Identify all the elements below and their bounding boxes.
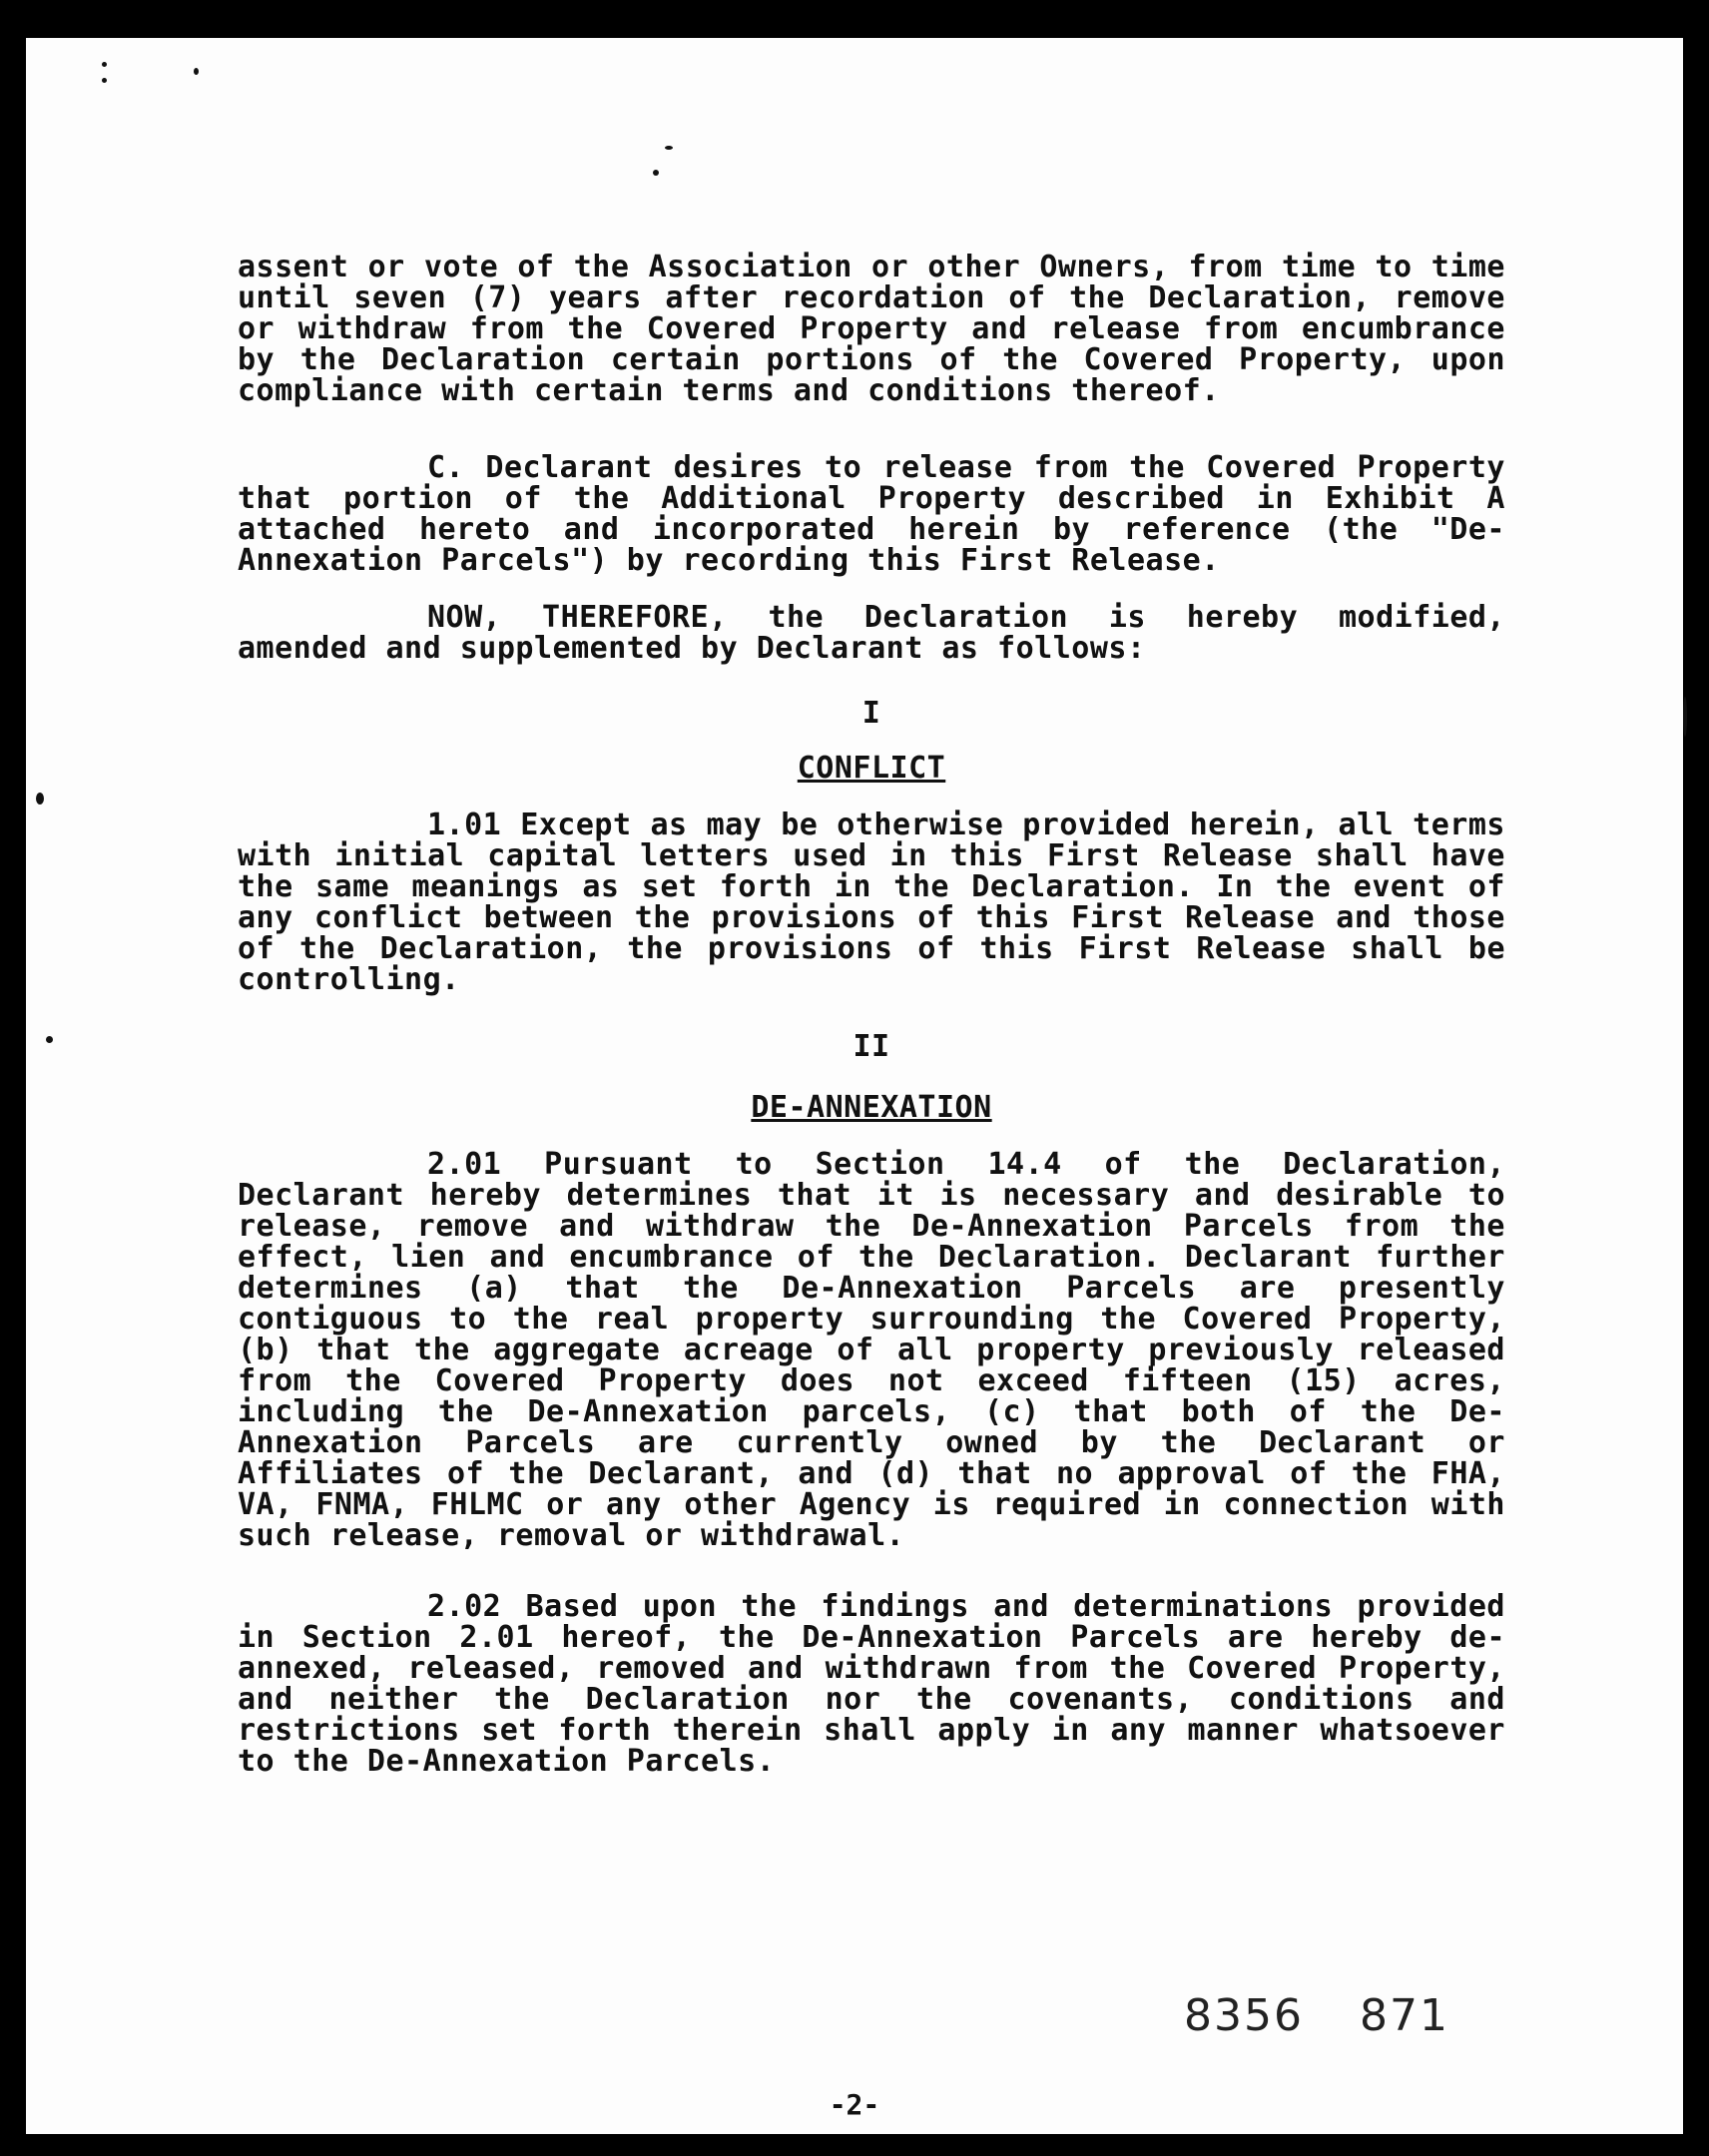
scan-speck xyxy=(1683,697,1687,737)
intro-paragraph: assent or vote of the Association or other Owners, from time to time until seven (7) years after recordation of the Declaration, remove or withdraw from the Covered Property and release from encumbrance by the Declaration certain portions of the Covered Property, upon compliance with certain terms and conditions thereof. xyxy=(238,250,1505,408)
section-1-title: CONFLICT xyxy=(797,751,946,786)
section-1-numeral: I xyxy=(861,696,881,731)
document-reference-number: 8356 871 xyxy=(1184,1990,1449,2041)
page-number: -2- xyxy=(829,2088,880,2121)
paragraph-2-01: 2.01 Pursuant to Section 14.4 of the Declaration, Declarant hereby determines that it is necessary and desirable to release, remove and withdraw the De-Annexation Parcels from the effect, lien and encumbrance of the Declaration. Declarant further determines (a) that the De-Annexation Parcels are presently contiguous to the real property surrounding the Covered Property, (b) that the aggregate acreage of all property previously released from the Covered Property does not exceed fifteen (15) acres, including the De-Annexation parcels, (c) that both of the De-Annexation Parcels are currently owned by the Declarant or Affiliates of the Declarant, and (d) that no approval of the FHA, VA, FNMA, FHLMC or any other Agency is required in connection with such release, removal or withdrawal. xyxy=(238,1147,1505,1553)
section-2-title: DE-ANNEXATION xyxy=(751,1090,992,1125)
paragraph-2-02: 2.02 Based upon the findings and determinations provided in Section 2.01 hereof, the De-Annexation Parcels are hereby de-annexed, released, removed and withdrawn from the Covered Property, and neither the Declaration nor the covenants, conditions and restrictions set forth therein shall apply in any manner whatsoever to the De-Annexation Parcels. xyxy=(238,1589,1505,1779)
now-therefore-paragraph: NOW, THEREFORE, the Declaration is hereby modified, amended and supplemented by Declarant as follows: xyxy=(238,600,1505,666)
scan-speck xyxy=(102,78,107,83)
scan-speck xyxy=(653,170,659,176)
section-2-numeral: II xyxy=(853,1029,890,1064)
paragraph-1-01: 1.01 Except as may be otherwise provided herein, all terms with initial capital letters used in this First Release shall have the same meanings as set forth in the Declaration. In the event of any conflict between the provisions of this First Release and those of the Declaration, the provisions of this First Release shall be controlling. xyxy=(238,808,1505,997)
scan-speck xyxy=(36,793,44,805)
document-page xyxy=(26,38,1683,2134)
document-body xyxy=(238,252,1505,1777)
scan-speck xyxy=(665,146,673,150)
scan-speck xyxy=(194,68,199,75)
scan-speck xyxy=(102,62,107,67)
scan-speck xyxy=(46,1036,53,1043)
paragraph-c: C. Declarant desires to release from the Covered Property that portion of the Additional Property described in Exhibit A attached hereto and incorporated herein by reference (the "De-Annexation Parcels") by recording this First Release. xyxy=(238,450,1505,578)
